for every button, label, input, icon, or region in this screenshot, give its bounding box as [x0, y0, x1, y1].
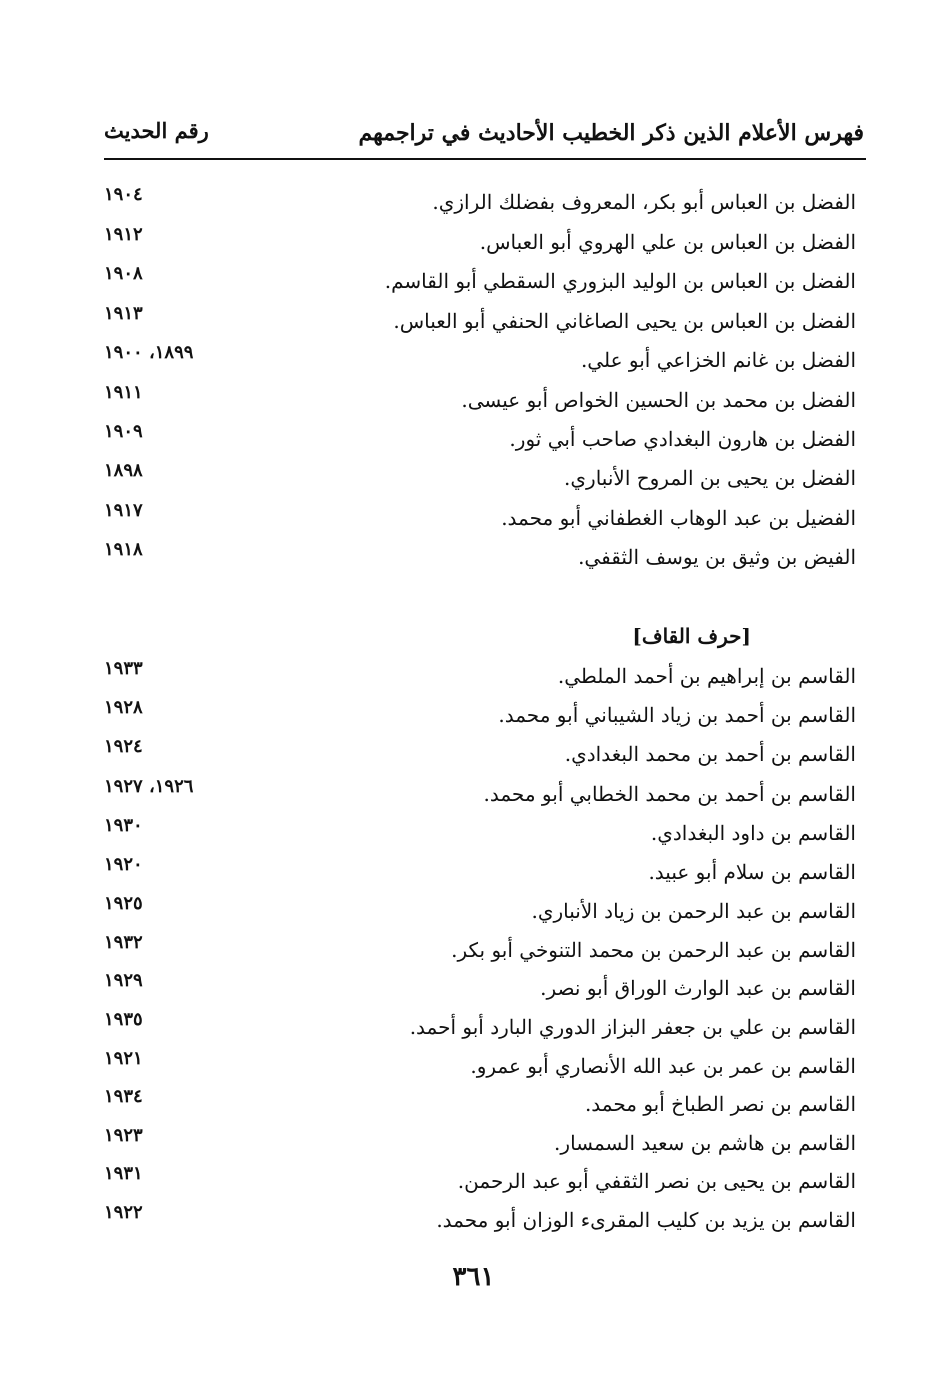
entry-name: القاسم بن نصر الطباخ أبو محمد. [584, 1092, 856, 1116]
entry-refs: ١٩٣٥ [104, 1009, 143, 1030]
entry-refs: ١٩٢٢ [104, 1202, 143, 1223]
entry-refs: ١٩١٨ [104, 539, 143, 560]
entry-name: القاسم بن إبراهيم بن أحمد الملطي. [557, 664, 856, 688]
index-entry [104, 932, 856, 972]
entry-refs: ١٩٣١ [104, 1163, 143, 1184]
index-entry [104, 658, 856, 698]
entry-refs: ١٩٠٤ [104, 184, 143, 205]
entry-refs: ١٩٣٣ [104, 658, 143, 679]
index-entry [104, 539, 856, 579]
entry-name: القاسم بن يزيد بن كليب المقرىء الوزان أبو محمد. [436, 1208, 856, 1232]
entry-name: الفضل بن العباس بن الوليد البزوري السقطي أبو القاسم. [384, 269, 856, 293]
entry-name: الفضل بن يحيى بن المروح الأنباري. [564, 466, 856, 490]
index-entry [104, 893, 856, 933]
entry-refs: ١٨٩٩، ١٩٠٠ [104, 342, 194, 363]
section-heading: [حرف القاف] [632, 624, 751, 648]
entry-refs: ١٩٠٨ [104, 263, 143, 284]
entry-name: القاسم بن يحيى بن نصر الثقفي أبو عبد الرحمن. [457, 1169, 856, 1193]
entry-refs: ١٩٢٨ [104, 697, 143, 718]
entry-name: القاسم بن أحمد بن محمد البغدادي. [564, 742, 856, 766]
entry-name: الفضل بن غانم الخزاعي أبو علي. [580, 348, 856, 372]
index-entry [104, 224, 856, 264]
index-entry [104, 854, 856, 894]
entry-refs: ١٩٢٩ [104, 970, 143, 991]
entry-name: القاسم بن عبد الوارث الوراق أبو نصر. [540, 976, 856, 1000]
entry-refs: ١٨٩٨ [104, 460, 143, 481]
entry-name: القاسم بن أحمد بن محمد الخطابي أبو محمد. [483, 782, 856, 806]
index-entry [104, 184, 856, 224]
entry-name: الفضل بن العباس بن يحيى الصاغاني الحنفي أبو العباس. [393, 309, 856, 333]
index-entry [104, 1048, 856, 1088]
entry-name: الفضيل بن عبد الوهاب الغطفاني أبو محمد. [501, 506, 856, 530]
index-entry [104, 460, 856, 500]
index-entry [104, 736, 856, 776]
header-rule [104, 158, 866, 160]
entry-name: القاسم بن أحمد بن زياد الشيباني أبو محمد. [498, 703, 856, 727]
index-entry [104, 1163, 856, 1203]
running-header [104, 112, 864, 156]
index-entry [104, 970, 856, 1010]
entry-name: الفضل بن محمد بن الحسين الخواص أبو عيسى. [461, 388, 856, 412]
entry-refs: ١٩١٢ [104, 224, 143, 245]
index-entry [104, 342, 856, 382]
page-number: ٣٦١ [452, 1262, 495, 1292]
entry-name: القاسم بن داود البغدادي. [650, 821, 856, 845]
entry-refs: ١٩٣٠ [104, 815, 143, 836]
index-entry [104, 303, 856, 343]
index-entry [104, 382, 856, 422]
entry-refs: ١٩٢١ [104, 1048, 143, 1069]
index-entry [104, 263, 856, 303]
entry-name: الفضل بن العباس بن علي الهروي أبو العباس. [479, 230, 856, 254]
entry-name: القاسم بن عبد الرحمن بن زياد الأنباري. [531, 899, 856, 923]
entry-name: الفيض بن وثيق بن يوسف الثقفي. [578, 545, 856, 569]
index-entry [104, 697, 856, 737]
index-entry [104, 1125, 856, 1165]
entry-refs: ١٩١١ [104, 382, 143, 403]
entry-name: القاسم بن سلام أبو عبيد. [648, 860, 856, 884]
entry-name: القاسم بن علي بن جعفر البزاز الدوري البارد أبو أحمد. [409, 1015, 856, 1039]
entry-name: القاسم بن عمر بن عبد الله الأنصاري أبو عمرو. [470, 1054, 856, 1078]
index-entry [104, 776, 856, 816]
entry-refs: ١٩١٧ [104, 500, 143, 521]
entry-refs: ١٩٢٤ [104, 736, 143, 757]
column-label: رقم الحديث [104, 118, 209, 143]
entry-refs: ١٩٣٤ [104, 1086, 143, 1107]
entry-name: القاسم بن هاشم بن سعيد السمسار. [554, 1131, 856, 1155]
entry-name: الفضل بن العباس أبو بكر، المعروف بفضلك الرازي. [432, 190, 856, 214]
index-entry [104, 1086, 856, 1126]
index-entry [104, 500, 856, 540]
entry-refs: ١٩٢٠ [104, 854, 143, 875]
entry-refs: ١٩١٣ [104, 303, 143, 324]
entry-name: الفضل بن هارون البغدادي صاحب أبي ثور. [509, 427, 856, 451]
index-entry [104, 1009, 856, 1049]
entry-refs: ١٩٢٦، ١٩٢٧ [104, 776, 194, 797]
entry-refs: ١٩٣٢ [104, 932, 143, 953]
entry-refs: ١٩٢٥ [104, 893, 143, 914]
entry-refs: ١٩٠٩ [104, 421, 143, 442]
entry-refs: ١٩٢٣ [104, 1125, 143, 1146]
index-entry [104, 1202, 856, 1242]
header-title: فهرس الأعلام الذين ذكر الخطيب الأحاديث في تراجمهم [358, 120, 864, 146]
entry-name: القاسم بن عبد الرحمن بن محمد التنوخي أبو بكر. [451, 938, 856, 962]
index-entry [104, 815, 856, 855]
index-entry [104, 421, 856, 461]
